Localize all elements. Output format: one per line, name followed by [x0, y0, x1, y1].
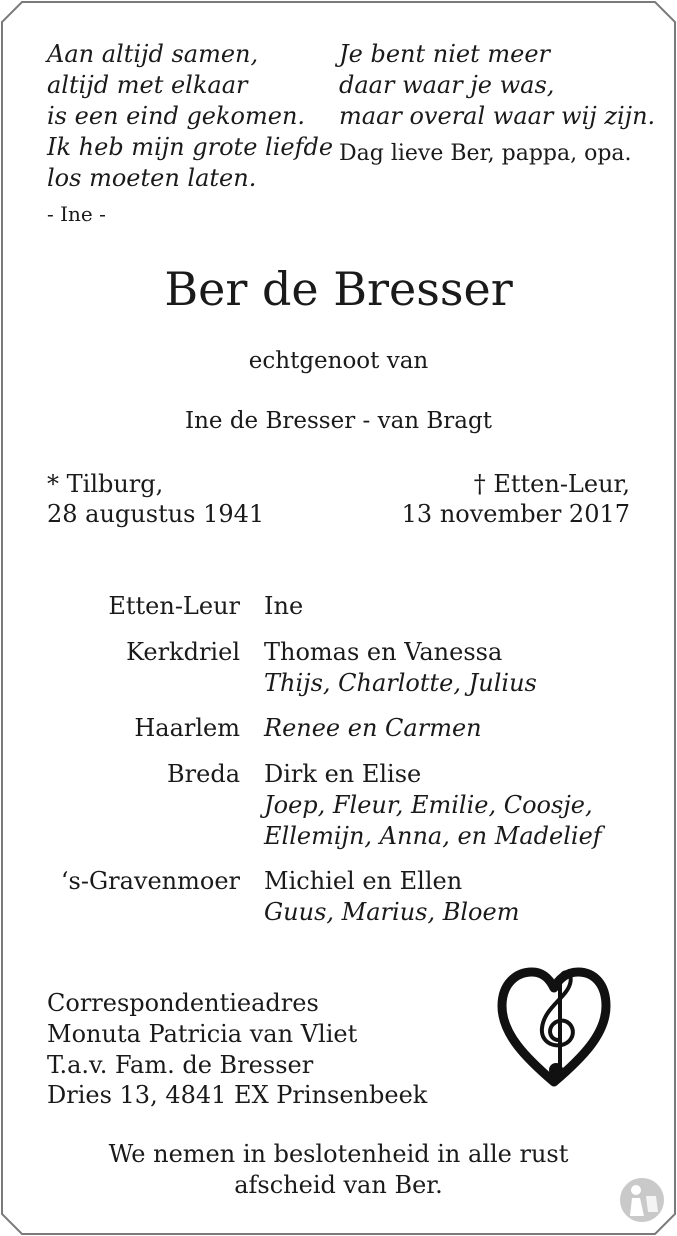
family-children: Renee en Carmen [264, 714, 482, 742]
family-names: Ine [264, 592, 304, 620]
deceased-name: Ber de Bresser [164, 262, 513, 316]
family-place: Kerkdriel [126, 638, 240, 666]
poem-right [339, 39, 655, 132]
correspondence-line: Correspondentieadres [47, 989, 319, 1017]
correspondence-line: Dries 13, 4841 EX Prinsenbeek [47, 1081, 428, 1109]
spouse-name: Ine de Bresser - van Bragt [185, 408, 492, 434]
poem-left-line: altijd met elkaar [47, 71, 248, 99]
birth-place: * Tilburg, [47, 470, 164, 498]
family-names: Thomas en Vanessa [264, 638, 503, 666]
correspondence-line: T.a.v. Fam. de Bresser [47, 1051, 314, 1079]
death-place: † Etten-Leur, [473, 470, 630, 498]
family-place: ‘s-Gravenmoer [60, 867, 240, 895]
poem-greeting: Dag lieve Ber, pappa, opa. [339, 141, 632, 166]
family-children: Ellemijn, Anna, en Madelief [264, 822, 602, 850]
closing-line: We nemen in beslotenheid in alle rust [108, 1140, 569, 1168]
family-place: Haarlem [134, 714, 240, 742]
poem-left [47, 39, 333, 194]
poem-right-line: daar waar je was, [339, 71, 555, 99]
poem-left-line: Ik heb mijn grote liefde [47, 133, 334, 161]
family-place: Breda [167, 760, 240, 788]
closing-line: afscheid van Ber. [234, 1171, 443, 1199]
poem-right-line: Je bent niet meer [339, 40, 550, 68]
poem-left-line: is een eind gekomen. [47, 102, 306, 130]
poem-signature: - Ine - [47, 202, 106, 226]
relation-label: echtgenoot van [248, 348, 429, 374]
birth-date: 28 augustus 1941 [47, 500, 265, 528]
heart-treble-clef-icon [496, 960, 612, 1088]
poem-left-line: los moeten laten. [47, 164, 257, 192]
family-children: Joep, Fleur, Emilie, Coosje, [264, 791, 593, 819]
death-date: 13 november 2017 [401, 500, 630, 528]
publisher-logo-icon [618, 1176, 666, 1224]
family-place: Etten-Leur [108, 592, 240, 620]
poem-right-line: maar overal waar wij zijn. [339, 102, 656, 130]
family-names: Michiel en Ellen [264, 867, 463, 895]
family-names: Dirk en Elise [264, 760, 422, 788]
family-children: Guus, Marius, Bloem [264, 898, 520, 926]
poem-left-line: Aan altijd samen, [47, 40, 259, 68]
family-children: Thijs, Charlotte, Julius [264, 669, 537, 697]
correspondence-line: Monuta Patricia van Vliet [47, 1020, 358, 1048]
